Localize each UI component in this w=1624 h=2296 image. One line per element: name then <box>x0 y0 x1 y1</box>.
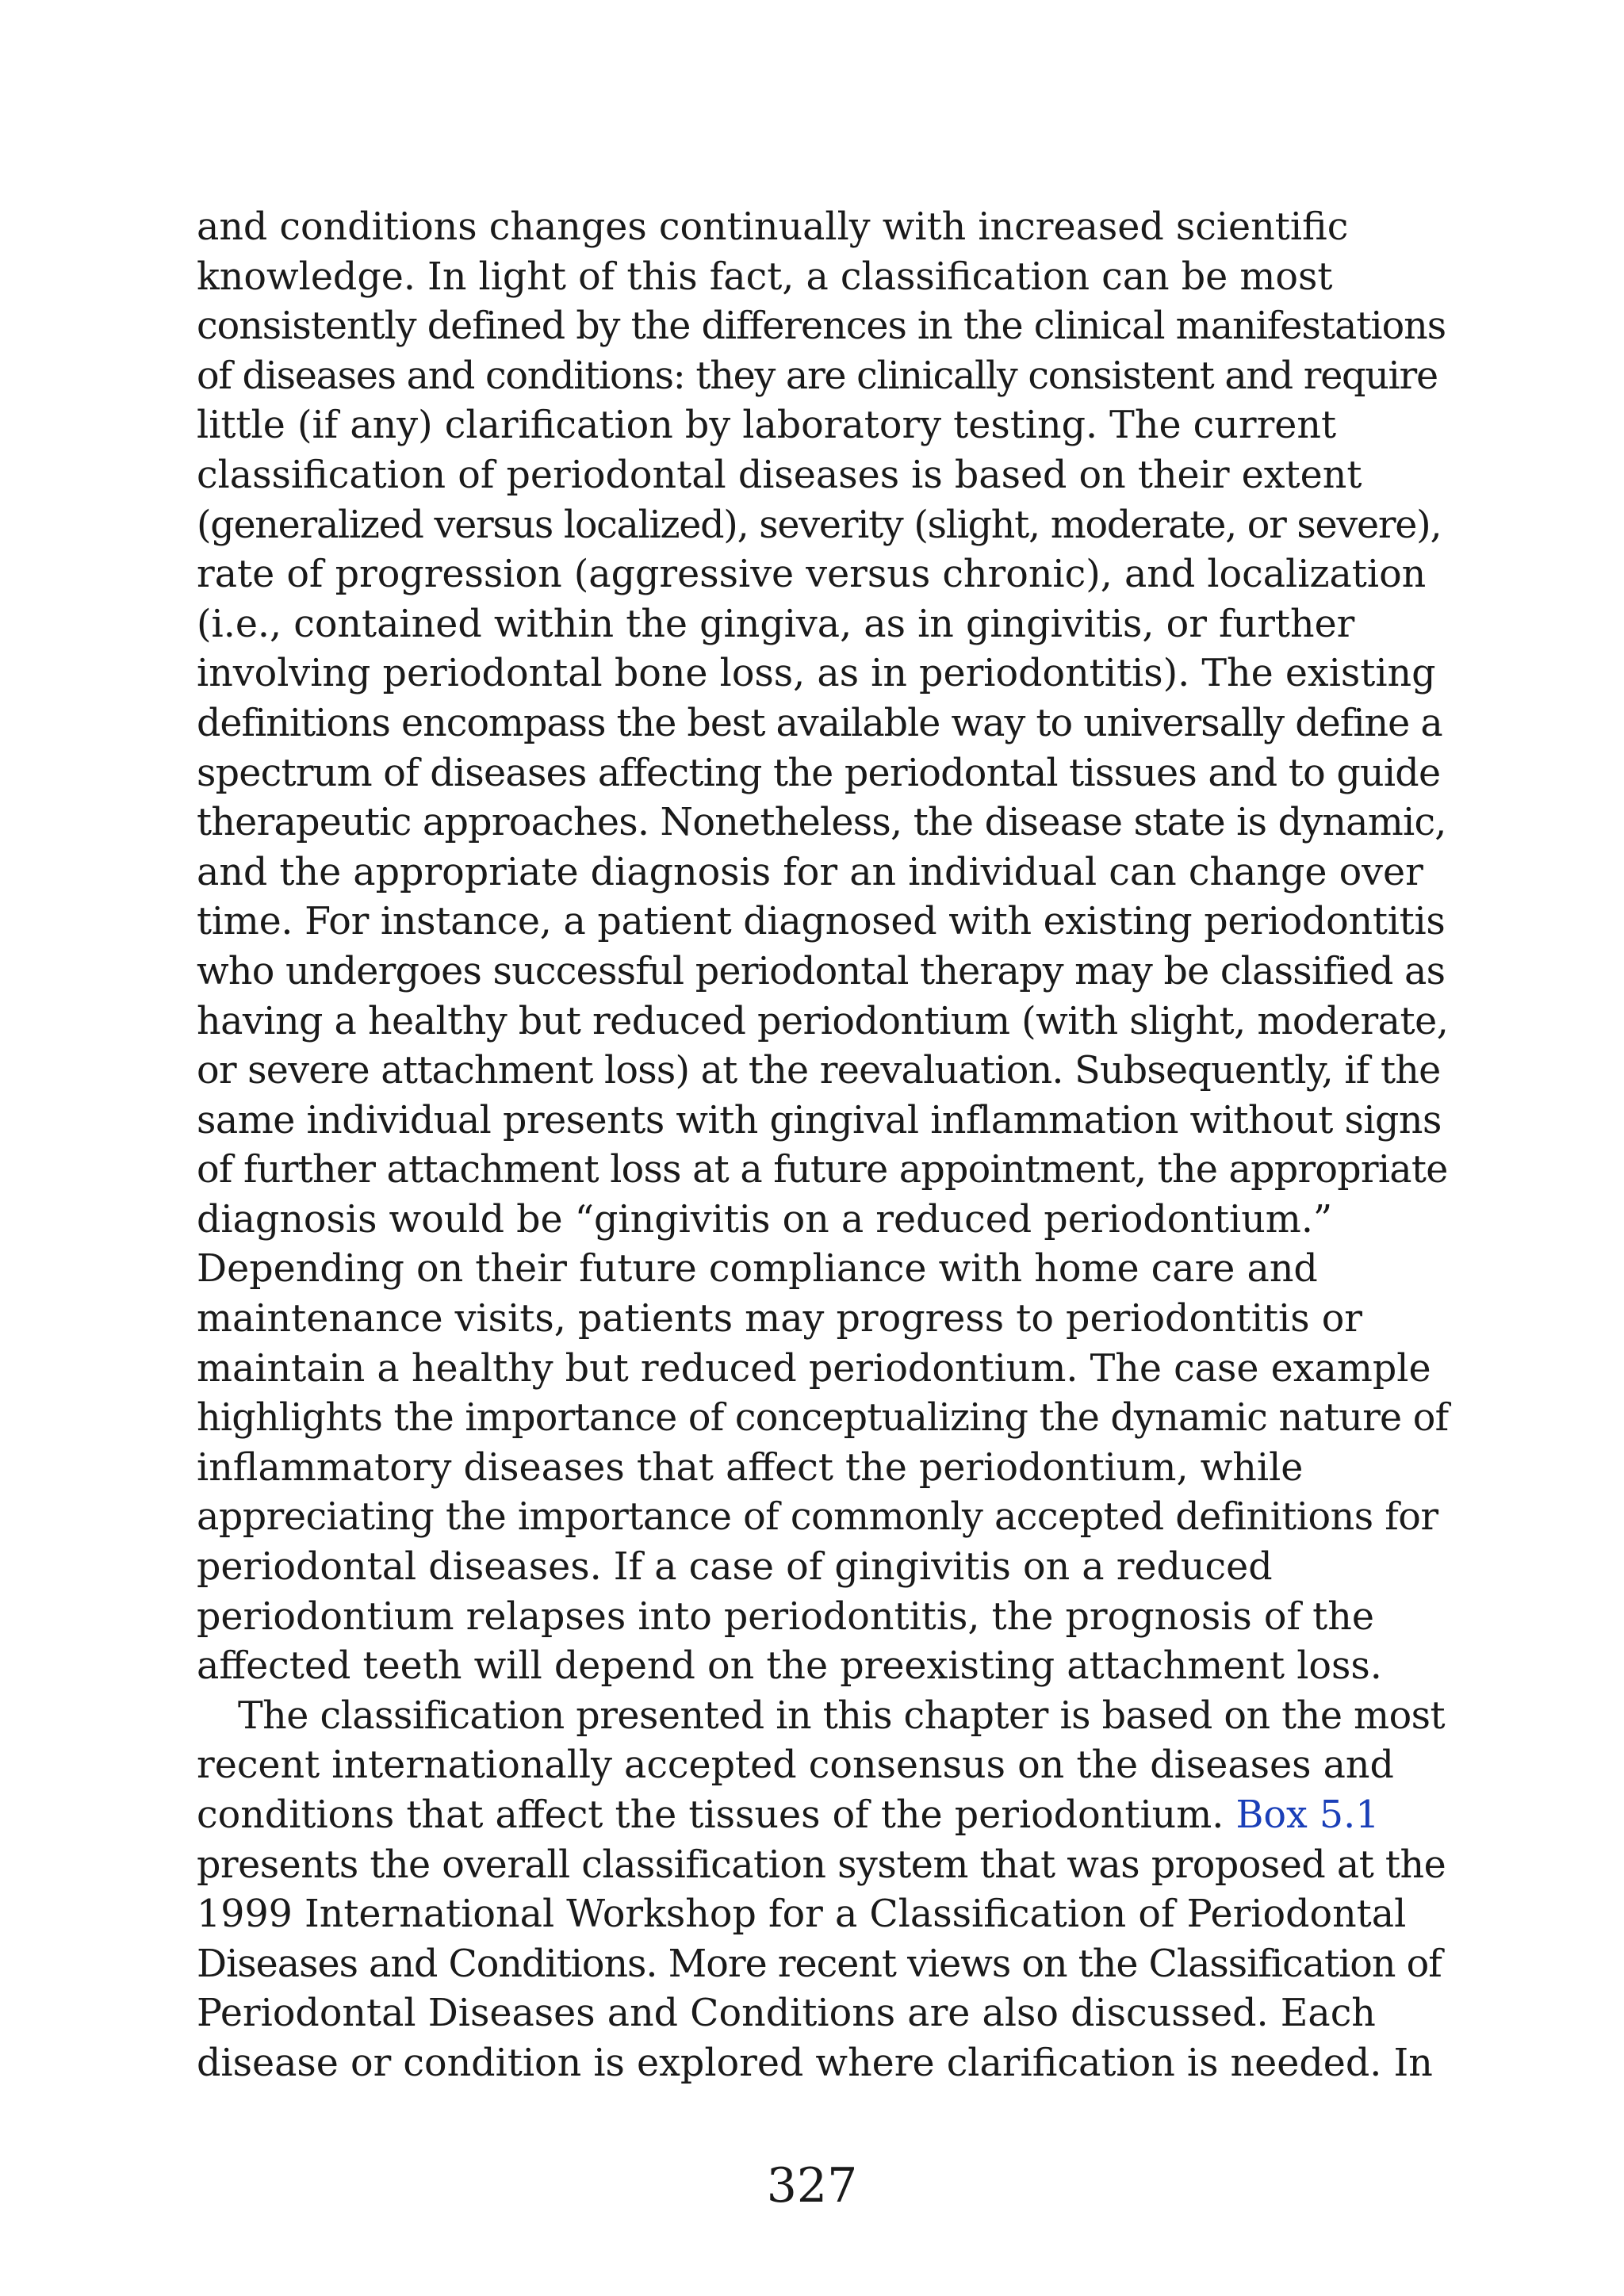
text-line: Periodontal Diseases and Conditions are also discussed. Each <box>197 1992 1376 2036</box>
text-line: maintenance visits, patients may progress to periodontitis or <box>197 1297 1362 1341</box>
text-line: (generalized versus localized), severity (slight, moderate, or severe), <box>197 503 1442 547</box>
text-line: of further attachment loss at a future appointment, the appropriate <box>197 1148 1448 1192</box>
page-number: 327 <box>766 2158 858 2214</box>
text-line: therapeutic approaches. Nonetheless, the disease state is dynamic, <box>197 801 1446 845</box>
paragraph-2 <box>197 1692 1450 2089</box>
text-line: 1999 International Workshop for a Classification of Periodontal <box>197 1892 1407 1937</box>
body-text <box>197 203 1450 2089</box>
text-line: periodontium relapses into periodontitis, the prognosis of the <box>197 1594 1374 1639</box>
text-line <box>197 1791 1450 1841</box>
paragraph-1 <box>197 203 1450 1692</box>
text-line: and conditions changes continually with increased scientific <box>197 205 1349 249</box>
text-line: inflammatory diseases that affect the periodontium, while <box>197 1445 1304 1490</box>
text-line: periodontal diseases. If a case of gingivitis on a reduced <box>197 1545 1273 1590</box>
text-line: consistently defined by the differences in the clinical manifestations <box>197 304 1446 349</box>
text-line: (i.e., contained within the gingiva, as in gingivitis, or further <box>197 602 1355 646</box>
text-line: or severe attachment loss) at the reevaluation. Subsequently, if the <box>197 1049 1441 1093</box>
text-line: having a healthy but reduced periodontium (with slight, moderate, <box>197 999 1449 1043</box>
text-segment: conditions that affect the tissues of the periodontium. <box>197 1793 1236 1837</box>
text-line: definitions encompass the best available way to universally define a <box>197 701 1442 745</box>
text-line: knowledge. In light of this fact, a classification can be most <box>197 254 1333 299</box>
text-line: of diseases and conditions: they are clinically consistent and require <box>197 354 1438 398</box>
text-line: appreciating the importance of commonly accepted definitions for <box>197 1495 1438 1540</box>
text-line: disease or condition is explored where clarification is needed. In <box>197 2041 1433 2085</box>
text-line: Diseases and Conditions. More recent views on the Classification of <box>197 1942 1442 1986</box>
text-line: little (if any) clarification by laboratory testing. The current <box>197 404 1337 448</box>
text-line: Depending on their future compliance with home care and <box>197 1247 1318 1292</box>
text-line: presents the overall classification system that was proposed at the <box>197 1843 1446 1887</box>
text-line: The classification presented in this chapter is based on the most <box>238 1693 1446 1738</box>
text-line: same individual presents with gingival inflammation without signs <box>197 1098 1442 1142</box>
text-line: maintain a healthy but reduced periodontium. The case example <box>197 1346 1431 1391</box>
text-line: diagnosis would be “gingivitis on a reduced periodontium.” <box>197 1197 1333 1242</box>
text-line: recent internationally accepted consensus on the diseases and <box>197 1743 1394 1788</box>
box-5-1-link[interactable]: Box 5.1 <box>1235 1793 1380 1837</box>
text-line: affected teeth will depend on the preexisting attachment loss. <box>197 1644 1382 1689</box>
text-line: rate of progression (aggressive versus chronic), and localization <box>197 553 1427 597</box>
text-line: and the appropriate diagnosis for an individual can change over <box>197 850 1423 894</box>
text-line: highlights the importance of conceptualizing the dynamic nature of <box>197 1396 1449 1441</box>
text-line: involving periodontal bone loss, as in periodontitis). The existing <box>197 652 1436 696</box>
text-line: who undergoes successful periodontal therapy may be classified as <box>197 949 1446 993</box>
text-line: classification of periodontal diseases is based on their extent <box>197 453 1362 497</box>
text-line: time. For instance, a patient diagnosed with existing periodontitis <box>197 900 1446 944</box>
text-line: spectrum of diseases affecting the periodontal tissues and to guide <box>197 751 1441 795</box>
